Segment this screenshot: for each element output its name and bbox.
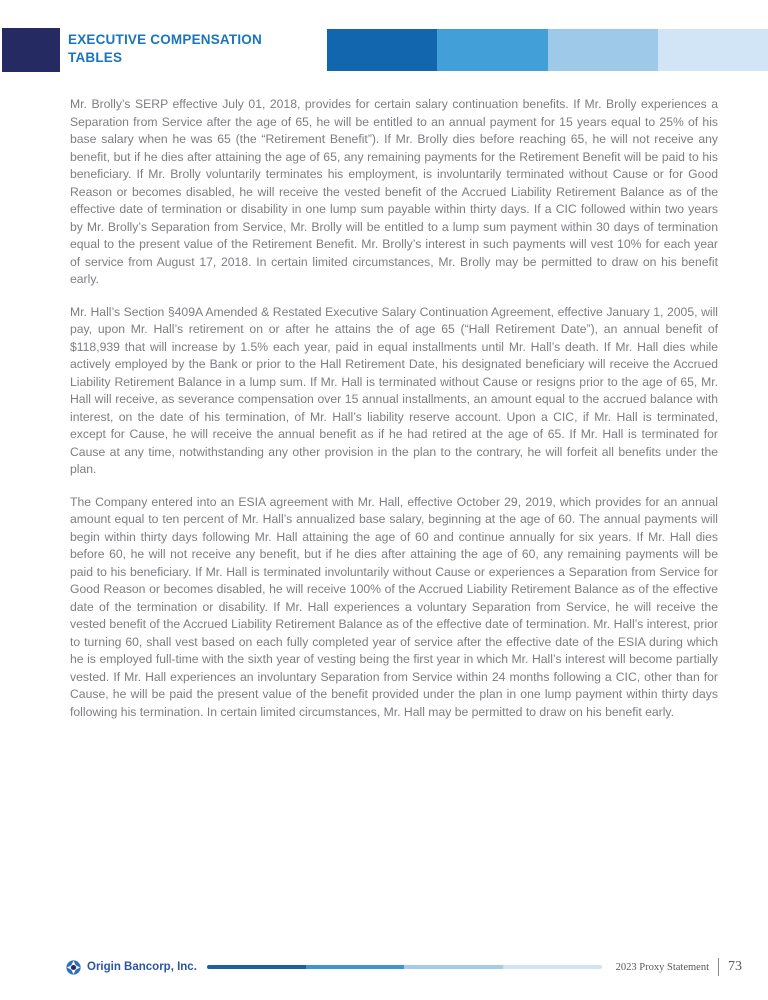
header-gradient-bar (327, 29, 768, 71)
gradient-segment (306, 965, 405, 969)
document-body (70, 96, 718, 736)
footer-divider (718, 958, 719, 976)
gradient-segment (503, 965, 602, 969)
footer-page-number: 73 (728, 959, 742, 974)
gradient-segment (207, 965, 306, 969)
gradient-segment (548, 29, 658, 71)
page-header (0, 28, 768, 72)
paragraph-hall-esia: The Company entered into an ESIA agreement with Mr. Hall, effective October 29, 2019, which provides for an annual amount equal to ten percent of Mr. Hall’s annualized base salary, beginning at the age of 60. The annual payments will begin within thirty days following Mr. Hall attaining the age of 60 and continue annually for six years. If Mr. Hall dies before 60, he will not receive any benefit, but if he dies after attaining the age of 60, any remaining payments will be paid to his beneficiary. If Mr. Hall is terminated involuntarily without Cause or experiences a Separation from Service for Good Reason or becomes disabled, he will receive 100% of the Accrued Liability Retirement Balance as of the effective date of the termination or disability. If Mr. Hall experiences a voluntary Separation from Service, he will receive the vested benefit of the Accrued Liability Retirement Balance as of the effective date of termination. Mr. Hall’s interest, prior to turning 60, shall vest based on each fully completed year of service after the effective date of the ESIA during which he is employed full-time with the sixth year of vesting being the first year in which Mr. Hall’s interest will become partially vested. If Mr. Hall experiences an involuntary Separation from Service within 24 months following a CIC, other than for Cause, he will be paid the present value of the benefit provided under the plan in one lump payment within thirty days following his termination. In certain limited circumstances, Mr. Hall may be permitted to draw on his benefit early. (70, 494, 718, 719)
page-footer (66, 956, 742, 978)
gradient-segment (404, 965, 503, 969)
gradient-segment (658, 29, 768, 71)
footer-doc-title: 2023 Proxy Statement (615, 961, 709, 973)
section-title-line1: EXECUTIVE COMPENSATION (68, 32, 262, 47)
footer-gradient-rule (207, 965, 602, 969)
paragraph-brolly-serp: Mr. Brolly’s SERP effective July 01, 2018, provides for certain salary continuation benefits. If Mr. Brolly experiences a Separation from Service after the age of 65, he will be entitled to an annual payment for 15 years equal to 25% of his base salary when he was 65 (the “Retirement Benefit”). If Mr. Brolly dies before reaching 65, he will not receive any benefit, but if he dies after attaining the age of 65, any remaining payments for the Retirement Benefit will be paid to his beneficiary. If Mr. Brolly voluntarily terminates his employment, is involuntarily terminated without Cause or for Good Reason or becomes disabled, he will receive the vested benefit of the Accrued Liability Retirement Balance as of the effective date of termination or disability in one lump sum payable within thirty days. If a CIC followed within two years by Mr. Brolly’s Separation from Service, Mr. Brolly will be entitled to a lump sum payment within 30 days of termination equal to the present value of the Retirement Benefit. Mr. Brolly’s interest in such payments will vest 10% for each year of service from August 17, 2018. In certain limited circumstances, Mr. Brolly may be permitted to draw on his benefit early. (70, 97, 718, 286)
gradient-segment (437, 29, 547, 71)
section-title-line2: TABLES (68, 50, 123, 65)
origin-bancorp-logo-icon (66, 960, 81, 975)
header-accent-square (2, 28, 60, 72)
section-title (68, 31, 262, 67)
gradient-segment (327, 29, 437, 71)
footer-company-name: Origin Bancorp, Inc. (87, 961, 197, 973)
paragraph-hall-salary-continuation: Mr. Hall’s Section §409A Amended & Restated Executive Salary Continuation Agreement, effective January 1, 2005, will pay, upon Mr. Hall’s retirement on or after he attains the of age 65 (“Hall Retirement Date”), an annual benefit of $118,939 that will increase by 1.5% each year, paid in equal installments until Mr. Hall’s death. If Mr. Hall dies while actively employed by the Bank or prior to the Hall Retirement Date, his designated beneficiary will receive the Accrued Liability Retirement Balance in a lump sum. If Mr. Hall is terminated without Cause or resigns prior to the age of 65, Mr. Hall will receive, as severance compensation over 15 annual installments, an amount equal to the accrued balance with interest, on the date of his termination, of Mr. Hall’s liability reserve account. Upon a CIC, if Mr. Hall is terminated, except for Cause, he will receive the annual benefit as if he had retired at the age of 65. If Mr. Hall is terminated for Cause at any time, notwithstanding any other provision in the plan to the contrary, he will forfeit all benefits under the plan. (70, 304, 718, 476)
